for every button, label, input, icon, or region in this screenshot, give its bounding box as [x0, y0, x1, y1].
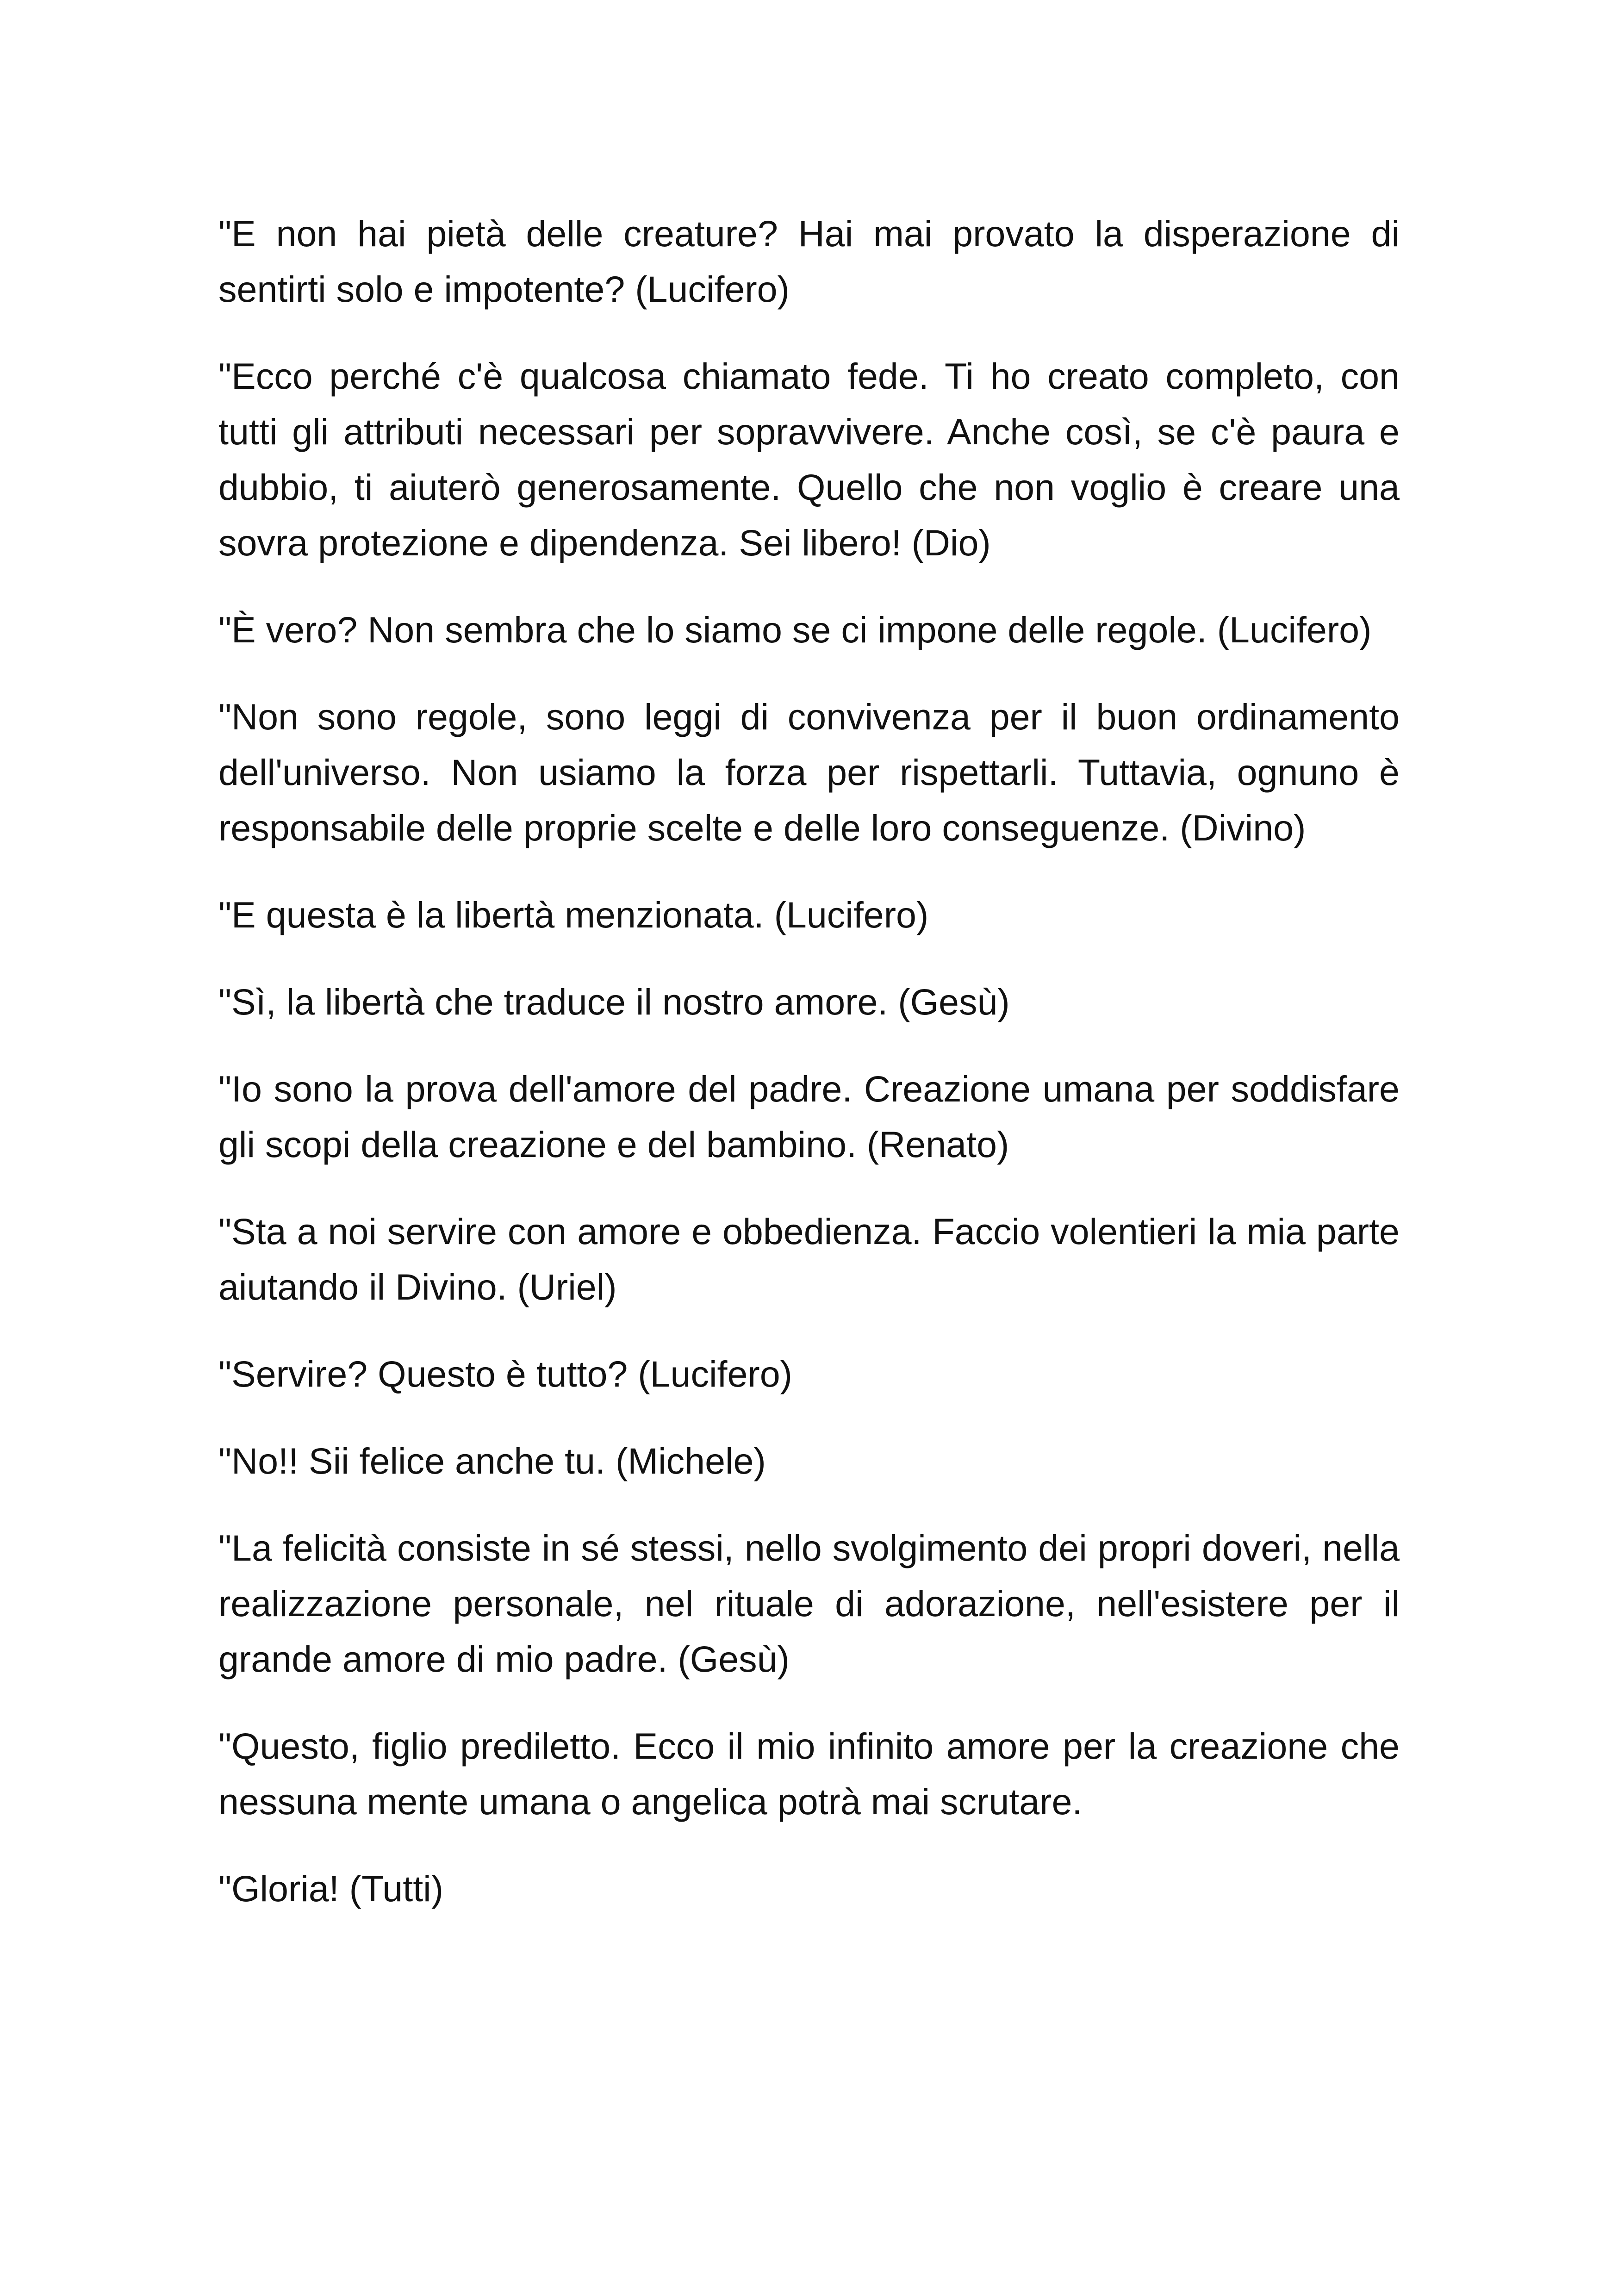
dialogue-paragraph: "E non hai pietà delle creature? Hai mai provato la disperazione di sentirti solo e impotente? (Lucifero) [218, 213, 1400, 310]
dialogue-paragraph: "È vero? Non sembra che lo siamo se ci impone delle regole. (Lucifero) [218, 609, 1372, 650]
document-body [218, 206, 1400, 1948]
dialogue-paragraph: "Servire? Questo è tutto? (Lucifero) [218, 1353, 792, 1394]
dialogue-paragraph: "No!! Sii felice anche tu. (Michele) [218, 1440, 766, 1481]
dialogue-paragraph: "Gloria! (Tutti) [218, 1868, 443, 1909]
dialogue-paragraph: "Sta a noi servire con amore e obbedienza. Faccio volentieri la mia parte aiutando il Divino. (Uriel) [218, 1211, 1400, 1307]
dialogue-paragraph: "La felicità consiste in sé stessi, nello svolgimento dei propri doveri, nella realizzazione personale, nel rituale di adorazione, nell'esistere per il grande amore di mio padre. (Gesù) [218, 1527, 1400, 1680]
dialogue-paragraph: "Sì, la libertà che traduce il nostro amore. (Gesù) [218, 981, 1010, 1022]
dialogue-paragraph: "E questa è la libertà menzionata. (Lucifero) [218, 894, 929, 935]
dialogue-paragraph: "Questo, figlio prediletto. Ecco il mio infinito amore per la creazione che nessuna mente umana o angelica potrà mai scrutare. [218, 1725, 1400, 1822]
dialogue-paragraph: "Ecco perché c'è qualcosa chiamato fede. Ti ho creato completo, con tutti gli attributi necessari per sopravvivere. Anche così, se c'è paura e dubbio, ti aiuterò generosamente. Quello che non voglio è creare una sovra protezione e dipendenza. Sei libero! (Dio) [218, 355, 1400, 563]
dialogue-paragraph: "Non sono regole, sono leggi di convivenza per il buon ordinamento dell'universo. Non usiamo la forza per rispettarli. Tuttavia, ognuno è responsabile delle proprie scelte e delle loro conseguenze. (Divino) [218, 696, 1400, 848]
dialogue-paragraph: "Io sono la prova dell'amore del padre. Creazione umana per soddisfare gli scopi della creazione e del bambino. (Renato) [218, 1068, 1400, 1165]
